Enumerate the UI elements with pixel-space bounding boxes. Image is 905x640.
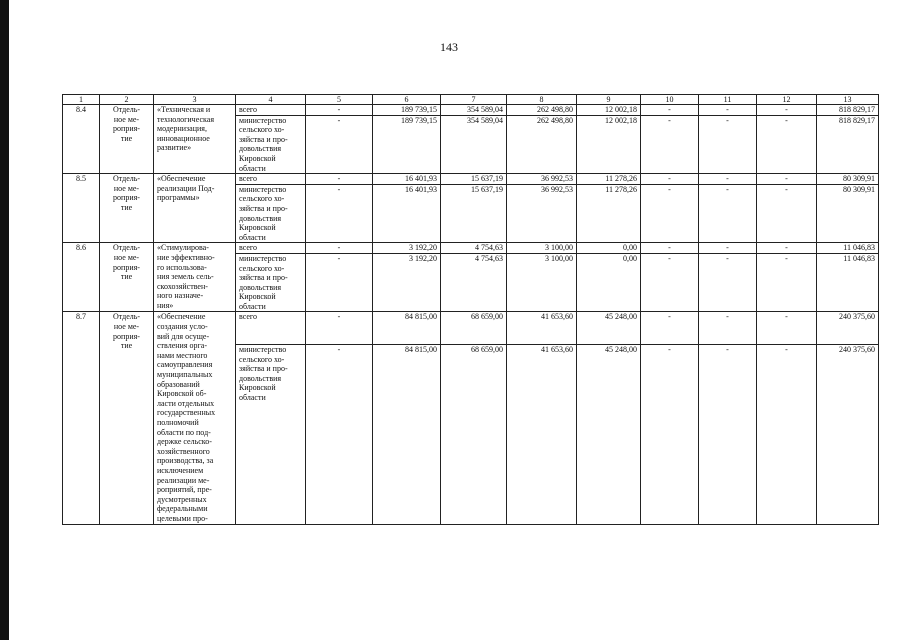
column-header: 12 — [757, 95, 817, 105]
cell-value: - — [699, 184, 757, 243]
cell-value: 84 815,00 — [373, 312, 441, 344]
row-name: «Техническая и технологическая модернизация, инновационное развитие» — [154, 105, 236, 174]
row-name: «Обеспечение создания усло- вий для осуще- ствления орга- нами местного самоуправления муниципальных образований Кировской об- ласти отдельных государственных полномочий области по под- держке сельско- хозяйственного производства, за исключением реализации ме- роприятий, пре- дусмотренных федеральными целевыми про- — [154, 312, 236, 524]
cell-value: - — [757, 243, 817, 254]
cell-value: 41 653,60 — [507, 312, 577, 344]
column-number-row — [63, 95, 879, 105]
cell-value: 4 754,63 — [441, 243, 507, 254]
cell-value: 15 637,19 — [441, 184, 507, 243]
cell-value: 84 815,00 — [373, 344, 441, 524]
cell-value: - — [306, 184, 373, 243]
column-header: 4 — [236, 95, 306, 105]
row-number: 8.5 — [63, 174, 100, 243]
column-header: 9 — [577, 95, 641, 105]
cell-value: - — [757, 312, 817, 344]
cell-value: - — [699, 312, 757, 344]
cell-value: - — [699, 344, 757, 524]
cell-total: 818 829,17 — [817, 105, 879, 116]
table-row — [63, 174, 879, 185]
cell-value: - — [641, 174, 699, 185]
funding-source: министерство сельского хо- зяйства и про- довольствия Кировской области — [236, 344, 306, 524]
cell-value: 3 192,20 — [373, 253, 441, 312]
cell-value: - — [306, 105, 373, 116]
cell-value: 0,00 — [577, 243, 641, 254]
cell-value: 36 992,53 — [507, 184, 577, 243]
table-row — [63, 243, 879, 254]
cell-value: 16 401,93 — [373, 174, 441, 185]
table-row — [63, 105, 879, 116]
cell-value: - — [757, 253, 817, 312]
row-number: 8.4 — [63, 105, 100, 174]
row-name: «Стимулирова- ние эффективно- го использова- ния земель сель- скохозяйствен- ного назначе- ния» — [154, 243, 236, 312]
row-name: «Обеспечение реализации Под- программы» — [154, 174, 236, 243]
cell-value: - — [699, 243, 757, 254]
funding-source: всего — [236, 312, 306, 344]
cell-value: 189 739,15 — [373, 115, 441, 174]
cell-value: 262 498,80 — [507, 115, 577, 174]
column-header: 11 — [699, 95, 757, 105]
cell-value: - — [757, 174, 817, 185]
row-type: Отдель- ное ме- роприя- тие — [100, 105, 154, 174]
funding-source: всего — [236, 174, 306, 185]
cell-value: - — [306, 243, 373, 254]
cell-value: 16 401,93 — [373, 184, 441, 243]
cell-total: 818 829,17 — [817, 115, 879, 174]
cell-value: - — [757, 184, 817, 243]
cell-value: 354 589,04 — [441, 115, 507, 174]
cell-value: 262 498,80 — [507, 105, 577, 116]
cell-value: 3 100,00 — [507, 253, 577, 312]
cell-total: 80 309,91 — [817, 184, 879, 243]
funding-source: министерство сельского хо- зяйства и про- довольствия Кировской области — [236, 253, 306, 312]
cell-value: - — [757, 115, 817, 174]
cell-value: 68 659,00 — [441, 312, 507, 344]
funding-source: министерство сельского хо- зяйства и про- довольствия Кировской области — [236, 184, 306, 243]
row-type: Отдель- ное ме- роприя- тие — [100, 174, 154, 243]
cell-value: 354 589,04 — [441, 105, 507, 116]
funding-source: всего — [236, 105, 306, 116]
cell-value: - — [641, 344, 699, 524]
cell-value: - — [641, 312, 699, 344]
cell-value: 36 992,53 — [507, 174, 577, 185]
row-number: 8.7 — [63, 312, 100, 524]
cell-value: 0,00 — [577, 253, 641, 312]
cell-value: 11 278,26 — [577, 174, 641, 185]
cell-value: 45 248,00 — [577, 312, 641, 344]
column-header: 5 — [306, 95, 373, 105]
row-number: 8.6 — [63, 243, 100, 312]
scan-edge-bar — [0, 0, 9, 640]
column-header: 13 — [817, 95, 879, 105]
cell-value: 41 653,60 — [507, 344, 577, 524]
cell-value: - — [641, 115, 699, 174]
cell-value: 12 002,18 — [577, 115, 641, 174]
funding-source: министерство сельского хо- зяйства и про- довольствия Кировской области — [236, 115, 306, 174]
funding-source: всего — [236, 243, 306, 254]
cell-value: - — [641, 105, 699, 116]
cell-value: 4 754,63 — [441, 253, 507, 312]
cell-value: 3 100,00 — [507, 243, 577, 254]
cell-value: - — [757, 105, 817, 116]
column-header: 10 — [641, 95, 699, 105]
column-header: 3 — [154, 95, 236, 105]
column-header: 2 — [100, 95, 154, 105]
cell-value: - — [641, 253, 699, 312]
cell-value: - — [306, 312, 373, 344]
cell-value: - — [699, 105, 757, 116]
column-header: 7 — [441, 95, 507, 105]
cell-value: - — [699, 174, 757, 185]
cell-value: 189 739,15 — [373, 105, 441, 116]
cell-value: - — [306, 253, 373, 312]
row-type: Отдель- ное ме- роприя- тие — [100, 243, 154, 312]
cell-total: 240 375,60 — [817, 312, 879, 344]
row-type: Отдель- ное ме- роприя- тие — [100, 312, 154, 524]
cell-value: 15 637,19 — [441, 174, 507, 185]
cell-value: - — [306, 115, 373, 174]
cell-value: 12 002,18 — [577, 105, 641, 116]
cell-value: - — [699, 115, 757, 174]
cell-total: 11 046,83 — [817, 253, 879, 312]
cell-value: 68 659,00 — [441, 344, 507, 524]
cell-value: - — [306, 174, 373, 185]
cell-value: 3 192,20 — [373, 243, 441, 254]
cell-value: - — [641, 184, 699, 243]
column-header: 6 — [373, 95, 441, 105]
cell-value: 45 248,00 — [577, 344, 641, 524]
cell-value: - — [757, 344, 817, 524]
table-row — [63, 312, 879, 344]
cell-value: - — [699, 253, 757, 312]
funding-table — [62, 94, 879, 525]
cell-total: 240 375,60 — [817, 344, 879, 524]
cell-value: - — [641, 243, 699, 254]
column-header: 1 — [63, 95, 100, 105]
cell-total: 11 046,83 — [817, 243, 879, 254]
cell-value: - — [306, 344, 373, 524]
column-header: 8 — [507, 95, 577, 105]
cell-total: 80 309,91 — [817, 174, 879, 185]
cell-value: 11 278,26 — [577, 184, 641, 243]
page-number: 143 — [440, 40, 458, 54]
